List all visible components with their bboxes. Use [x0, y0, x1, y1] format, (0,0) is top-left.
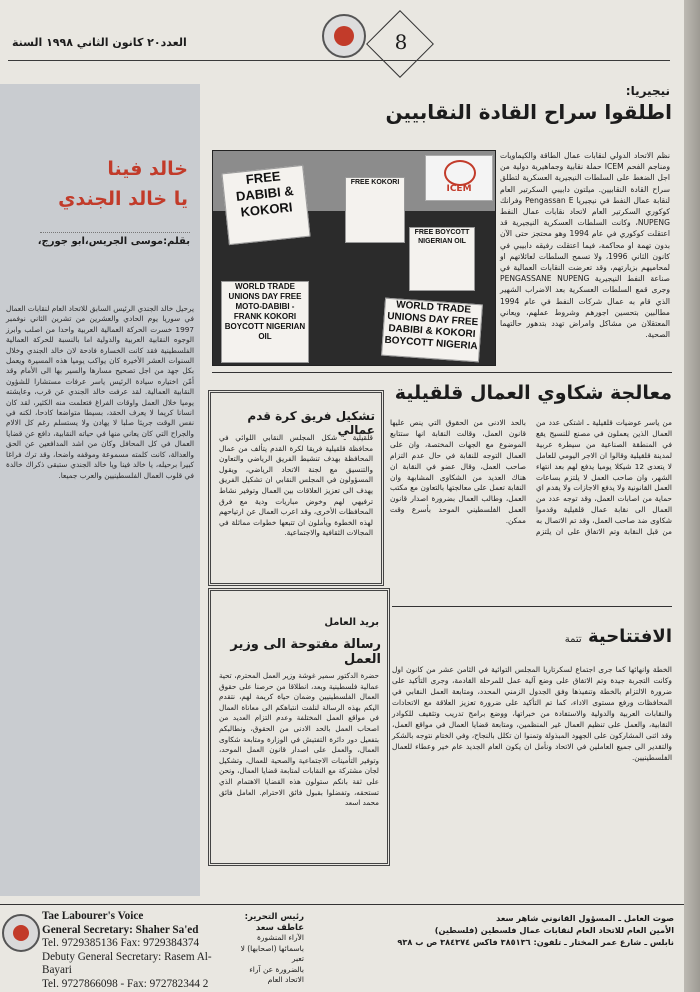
left-column-body: يرحيل خالد الجندي الرئيس السابق للاتحاد العام لنقابات العمال في سوريا يوم الحادي والعشرين من تشرين الثاني نوفمبر 1997 خسرت الحركة العمالية العربية واحدا من اصلب وابرز الوجوه النقابية العربية والدولية اما بالنسبة للحركة العمالية الفلسطينية فقد كانت الخسارة فادحة لان خالد الجندي وخلال السنوات العشر الأخيرة كان يواكب يوميا هذه المسيرة ويعمل بكل جهد من اجل تصحيح مسارها والسير بها الى الأمام وقد أمّن اختياره سيادة الرئيس ياسر عرفات مستشارا للشؤون النقابية العمالية. لقد عرفت خالد الجندي عن قرب، وعايشته يوميا خلال العمل واوقات الفراغ فتعلمت منه الكثير، لقد كان انسانا كريما لا يعرف الحقد، بسيطا متواضعا كادحا، لكنه في نفس الوقت جريئا صلبا لا يهادن ولا يستسلم رغم كل الالام والجراح التي كان يعاني منها في حياته النقابية، دافع عن قضايا العمال في كل المحافل وكان من اشد المدافعين عن الحق والعدالة، كانت كلمته مسموعة وموقفه واضحا، وقد ترك فراغا كبيرا برحيله، يا خالد فينا ويا خالد الجندي ستبقى ذكراك خالدة في قلوب العمال الفلسطينيين والعرب جميعا.	[6, 304, 194, 480]
icem-logo-icon	[444, 160, 476, 186]
protest-sign: FREE DABIBI & KOKORI	[221, 165, 310, 245]
section-rule	[392, 606, 672, 607]
left-divider	[40, 232, 190, 233]
page-header	[0, 0, 684, 80]
protest-photo	[212, 150, 496, 366]
protest-sign: WORLD TRADE UNIONS DAY FREE MOTO-DABIBI - FRANK KOKORI BOYCOTT NIGERIAN OIL	[221, 281, 309, 363]
story1-body: نظم الاتحاد الدولي لنقابات عمال الطاقة والكيماويات ومناجم الفحم ICEM حملة نقابية وجماهيرية دولية من اجل الضغط على السلطات النيجيرية العسكرية لتطلق سراح القادة النقابيين. ميلتون دابيبي السكرتير العام لنقابة عمال النفط في نيجيريا Pengassan E وفرانك كوكوري السكرتير العام لاتحاد نقابات عمال النفط NUPENG، وكانت السلطات العسكرية النيجيرية قد اعتقلت كوكوري في عام 1994 وهو محتجز حتى الآن بدون تهمة او محاكمة، فيما اعتقلت رفيقه دابيبي في كانون الثاني 1996، ولا تسمح السلطات لعائلاتهم او لمحاميهم بزيارتهم، وقد تعرضت النقابات العمالية في صناعة النفط النيجيرية PENGASSANE NUPENG وجرى قمع السلطات العسكرية بعد الاضراب الشهير الذي قام به عمال شركات النفط في عام 1994 مطالبين بتحسين اجورهم وشروط عملهم، ويعاني المعتقلان من مشاكل وامراض تهدد بتدهور حالتهما الصحية.	[500, 151, 671, 340]
footer-rule	[0, 904, 684, 905]
editorial-tag: تتمة	[564, 634, 582, 645]
football-team-title: تشكيل فريق كرة قدم عمالي	[247, 409, 375, 437]
union-logo-icon	[2, 914, 40, 952]
header-rule	[8, 60, 670, 61]
footer-arabic: صوت العامل ـ المسؤول القانوني شاهر سعد الأمين العام للاتحاد العام لنقابات عمال فلسطين (فلسطين) نابلس ـ شارع عمر المختار ـ تلفون: ٣٨٥١٣٦ فاكس ٣٨٤٣٧٤ ص ب ٩٣٨	[397, 913, 674, 947]
story2-headline: معالجة شكاوي العمال قلقيلية	[394, 382, 672, 404]
left-column	[0, 84, 200, 896]
story1-country: نيجيريا:	[625, 84, 670, 98]
protest-sign: FREE KOKORI	[345, 177, 405, 243]
issue-line: العدد٢٠ كانون الثاني ١٩٩٨ السنة	[12, 36, 187, 49]
left-column-title: خالد فينا يا خالد الجندي	[58, 158, 188, 210]
section-rule	[212, 372, 672, 373]
open-letter-body: حضرة الدكتور سمير غوشة وزير العمل المحترم، تحية عمالية فلسطينية وبعد، انطلاقا من حرصنا على حقوق العمال الفلسطينيين وضمان حياة كريمة لهم، نتقدم اليكم بهذه الرسالة لنلفت انتباهكم الى معاناة العمال في مواقع العمل المختلفة وعدم التزام العديد من اصحاب العمل بالحد الادنى من الحقوق، ونطالبكم بتفعيل دور دائرة التفتيش في الوزارة ومتابعة شكاوى العمال، والعمل على اصدار قانون العمل الموحد، وتوفير التأمينات الاجتماعية والصحية للعمال، وتشكيل لجان مشتركة مع النقابات لمتابعة قضايا العمال، ونحن على ثقة بانكم ستولون هذه القضايا الاهتمام الذي تستحقه، وتفضلوا بقبول فائق الاحترام. العامل فائق محمد اسعد	[219, 671, 379, 808]
editorial-headline: الافتتاحية تتمة	[564, 626, 672, 647]
story1-headline: اطلقوا سراح القادة النقابيين	[385, 100, 672, 124]
football-team-box	[208, 390, 384, 586]
footer-editor: رئيس التحرير: عاطف سعد الآراء المنشورة باسمائها (اصحابها) لا تعبر بالضرورة عن آراء الاتحاد العام	[240, 912, 304, 984]
page-number: 8	[394, 30, 408, 54]
editorial-body: الخطة وانهائها كما جرى اجتماع لسكرتاريا المجلس التوائية في الثامن عشر من كانون اول وكانت التجربة جيدة وتم الاتفاق على وضع آلية عمل للمرحلة القادمة، وجرى التأكيد على ضرورة الالتزام بالخطة وتنفيذها وفق الجدول الزمني المحدد، ومتابعة العمل النقابي في المحافظات ورفع مستوى الاداء، كما تم التأكيد على ضرورة تعزيز العلاقة مع الاتحادات والنقابات العربية والدولية والاستفادة من خبراتها، ووضع برامج تدريب وتثقيف للكوادر النقابية، والعمل على تنظيم العمال غير المنظمين، ومتابعة قضايا العمال في مواقع العمل، وقد اثنى المشاركون على الجهود المبذولة وتمنوا ان تكلل بالنجاح، وفي الختام نتوجه بالشكر والتقدير الى جميع العاملين في الاتحاد ونأمل ان يكون العام الجديد عام خير وعطاء للعمال الفلسطينيين.	[392, 665, 672, 762]
icem-logo-card: ICEM	[425, 155, 493, 201]
workers-mail-box	[208, 588, 390, 866]
open-letter-title: رسالة مفتوحة الى وزير العمل	[230, 637, 381, 667]
workers-mail-label: بريد العامل	[324, 617, 379, 628]
paper-edge	[684, 0, 700, 992]
story2-body: من ياسر عوضيات قلقيلية ـ اشتكى عدد من العمال الذين يعملون في مصنع للنسيج يقع في المنطقة الصناعية من سيطرة عربية لمدينة قلقيلية وقالوا ان الاجر اليومي للعامل لا يتعدى 12 شيكلا يوميا يدفع لهم بعد انتهاء الشهر، وان صاحب العمل لا يلتزم بساعات العمل القانونية ولا يدفع الاجازات ولا يقدم اي حماية من اصابات العمل، وقد توجه عدد من العمال الى نقابة عمال قلقيلية وقدموا شكاوى ضد صاحب العمل، وقد تم الاتصال به من قبل النقابة وتم الاتفاق على ان يلتزم بالحد الادنى من الحقوق التي ينص عليها قانون العمل، وقالت النقابة انها ستتابع الموضوع مع الجهات المختصة، وان على العمال التوجه للنقابة في حال عدم التزام صاحب العمل، وقال عضو في النقابة ان هناك العديد من الشكاوى المشابهة وان النقابة تعمل على معالجتها بالتعاون مع مكتب العمل، وطالب العمال بضرورة اصدار قانون العمل الفلسطيني الموحد بأسرع وقت ممكن.	[390, 418, 672, 537]
union-logo-icon	[322, 14, 366, 58]
left-byline: بقلم:موسى الجريس،ابو جورج،	[37, 236, 190, 247]
football-team-body: قلقيلية ـ شكل المجلس النقابي اللوائي في محافظة قلقيلية فريقا لكرة القدم يتألف من عمال المحافظة بهدف تنشيط الفريق الرياضي والتعاون والتنسيق مع لجنة الاتحاد الرياضي، ويقول المسؤولون في المجلس النقابي ان تشكيل الفريق يهدف الى تعزيز العلاقات بين العمال وتوفير نشاط ترفيهي لهم وخوض مباريات ودية مع فرق المحافظات الأخرى، وقد اعرب العمال عن ارتياحهم لهذه الخطوة ويأملون ان تتبعها خطوات مماثلة في المجالات الثقافية والاجتماعية.	[219, 433, 373, 538]
footer-english: Tae Labourer's Voice General Secretary: Shaher Sa'ed Tel. 9729385136 Fax: 9729384374 Debuty General Secretary: Rasem Al-Bayari Tel. 9727866098 - Fax: 972782344 2	[42, 910, 212, 990]
protest-sign: WORLD TRADE UNIONS DAY FREE DABIBI & KOKORI BOYCOTT NIGERIA	[381, 298, 483, 363]
protest-sign: FREE BOYCOTT NIGERIAN OIL	[409, 227, 475, 291]
